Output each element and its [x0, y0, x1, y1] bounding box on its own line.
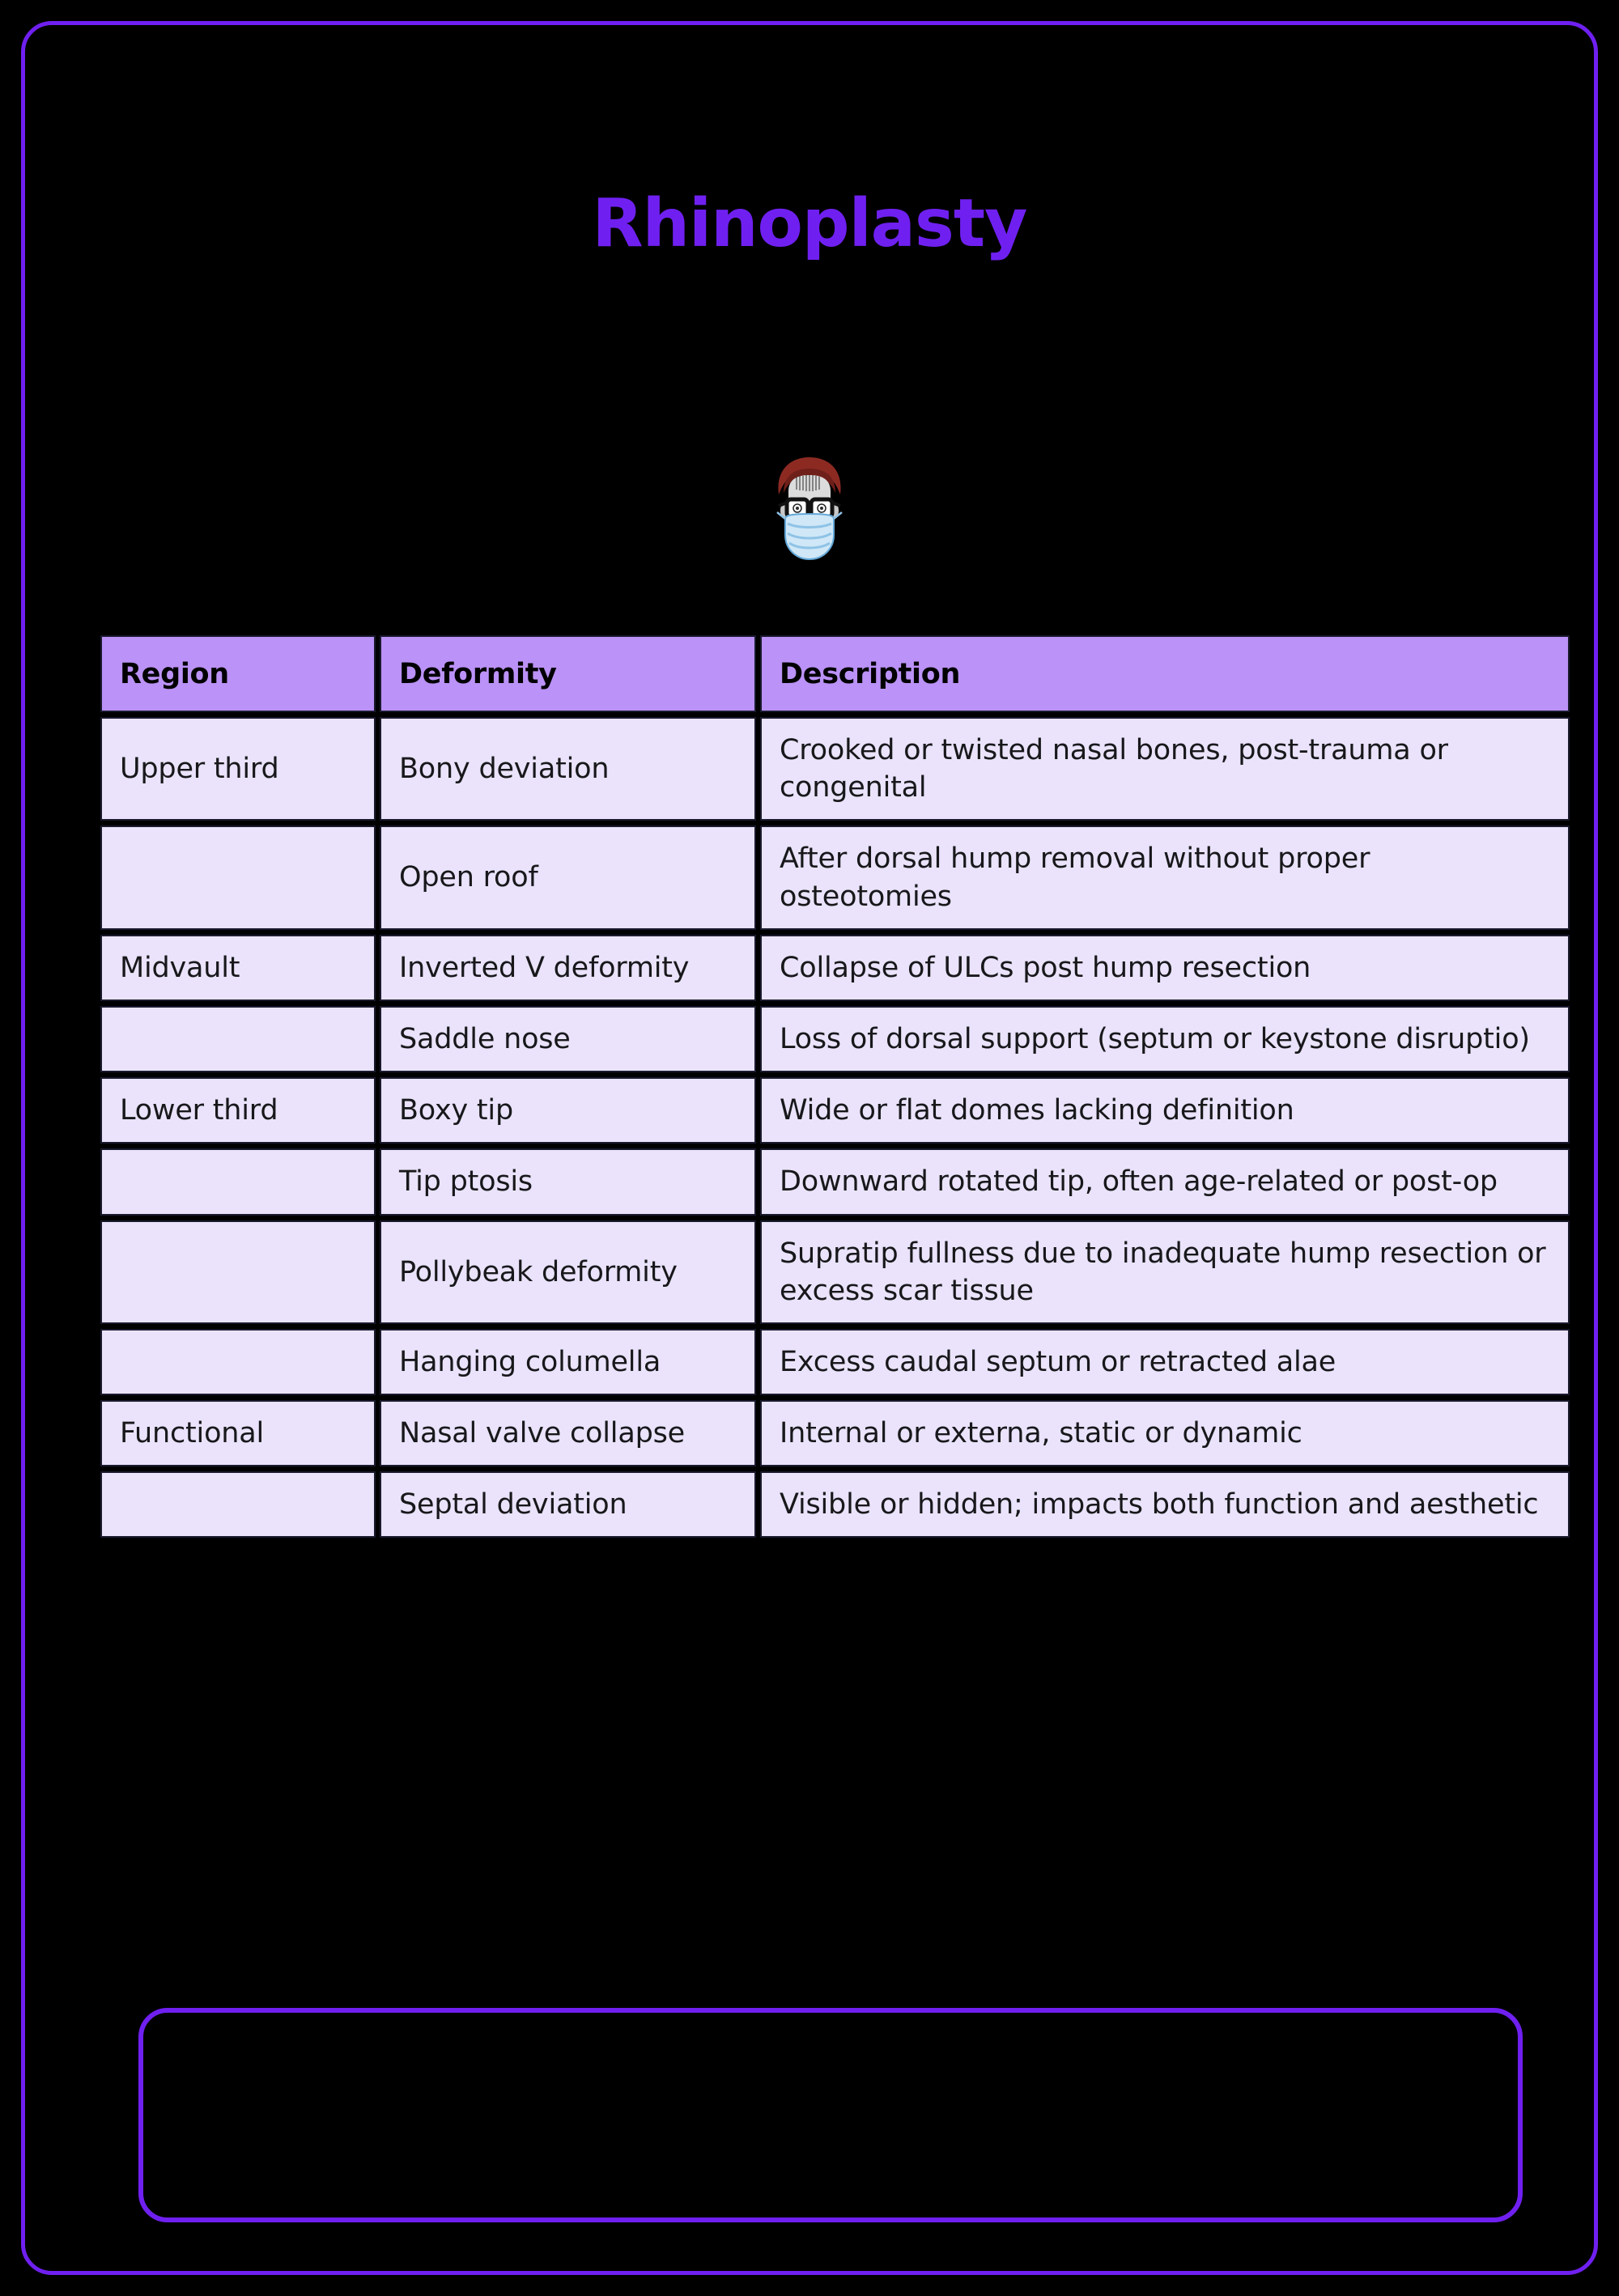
cell-region [100, 1006, 376, 1072]
column-header-region: Region [100, 635, 376, 712]
cell-description: Collapse of ULCs post hump resection [760, 935, 1570, 1001]
cell-region [100, 1329, 376, 1395]
table-header-row [100, 635, 1570, 712]
cell-description: Wide or flat domes lacking definition [760, 1077, 1570, 1144]
cell-deformity: Open roof [380, 825, 756, 929]
cell-deformity: Boxy tip [380, 1077, 756, 1144]
cell-region: Lower third [100, 1077, 376, 1144]
cell-deformity: Saddle nose [380, 1006, 756, 1072]
cell-description: Internal or externa, static or dynamic [760, 1400, 1570, 1466]
cell-deformity: Hanging columella [380, 1329, 756, 1395]
cell-region: Midvault [100, 935, 376, 1001]
cell-description: Downward rotated tip, often age-related or post-op [760, 1148, 1570, 1215]
page-frame [21, 21, 1598, 2275]
cell-deformity: Bony deviation [380, 717, 756, 821]
cell-description: Excess caudal septum or retracted alae [760, 1329, 1570, 1395]
illustration-container [25, 444, 1594, 578]
page-title: Rhinoplasty [592, 185, 1027, 262]
cell-region [100, 1148, 376, 1215]
cell-deformity: Inverted V deformity [380, 935, 756, 1001]
table-body [100, 717, 1570, 1538]
cell-description: Supratip fullness due to inadequate hump resection or excess scar tissue [760, 1220, 1570, 1324]
column-header-deformity: Deformity [380, 635, 756, 712]
table-row [100, 1400, 1570, 1466]
cell-description: After dorsal hump removal without proper osteotomies [760, 825, 1570, 929]
cell-region: Functional [100, 1400, 376, 1466]
cell-region [100, 1220, 376, 1324]
column-header-description: Description [760, 635, 1570, 712]
cell-description: Loss of dorsal support (septum or keystone disruptio) [760, 1006, 1570, 1072]
bottom-note-box [138, 2008, 1523, 2222]
cell-description: Crooked or twisted nasal bones, post-trauma or congenital [760, 717, 1570, 821]
cell-region [100, 1471, 376, 1538]
table-row [100, 717, 1570, 821]
table-row [100, 1148, 1570, 1215]
table-row [100, 1220, 1570, 1324]
cell-region: Upper third [100, 717, 376, 821]
table-row [100, 1329, 1570, 1395]
surgical-mask-icon [777, 512, 842, 559]
table-row [100, 1077, 1570, 1144]
table-row [100, 935, 1570, 1001]
cell-description: Visible or hidden; impacts both function and aesthetic [760, 1471, 1570, 1538]
page-title-container [25, 185, 1594, 262]
table-row [100, 1471, 1570, 1538]
cell-deformity: Tip ptosis [380, 1148, 756, 1215]
table-row [100, 825, 1570, 929]
cell-region [100, 825, 376, 929]
table-row [100, 1006, 1570, 1072]
cell-deformity: Nasal valve collapse [380, 1400, 756, 1466]
cell-deformity: Pollybeak deformity [380, 1220, 756, 1324]
rhinoplasty-deformity-table [96, 630, 1574, 1543]
man-health-worker-icon [766, 444, 853, 574]
table-header [100, 635, 1570, 712]
cell-deformity: Septal deviation [380, 1471, 756, 1538]
